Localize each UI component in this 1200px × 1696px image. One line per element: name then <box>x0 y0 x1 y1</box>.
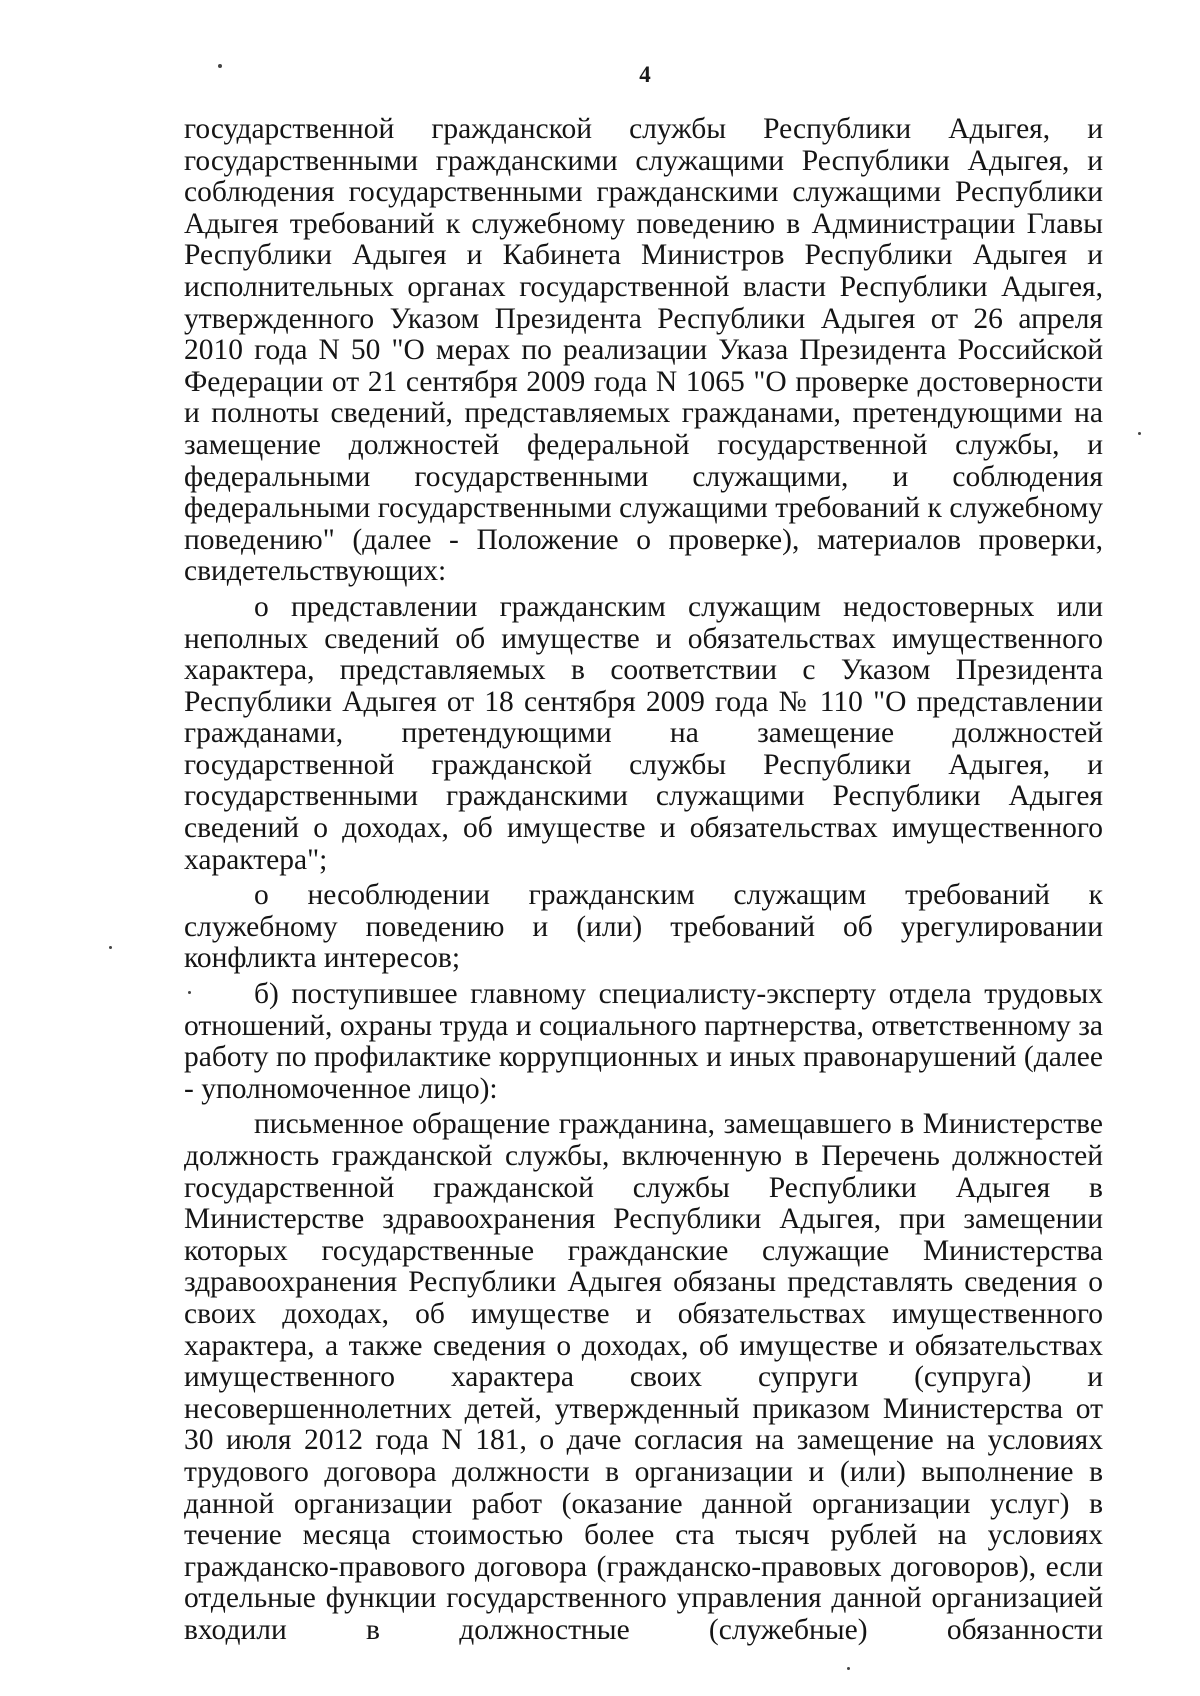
scan-speck <box>218 64 222 68</box>
paragraph-written-appeal: письменное обращение гражданина, замещавшего в Министерстве должность гражданской службы, включенную в Перечень должностей государственной гражданской службы Республики Адыгея в Министерстве здравоохранения Республики Адыгея, при замещении которых государственные гражданские служащие Министерства здравоохранения Республики Адыгея обязаны представлять сведения о своих доходах, об имуществе и обязательствах имущественного характера, а также сведения о доходах, об имуществе и обязательствах имущественного характера своих супруги (супруга) и несовершеннолетних детей, утвержденный приказом Министерства от 30 июля 2012 года N 181, о даче согласия на замещение на условиях трудового договора должности в организации и (или) выполнение в данной организации работ (оказание данной организации услуг) в течение месяца стоимостью более ста тысяч рублей на условиях гражданско-правового договора (гражданско-правовых договоров), если отдельные функции государственного управления данной организацией входили в должностные (служебные) обязанности <box>184 1108 1103 1646</box>
scan-speck <box>109 946 112 949</box>
paragraph-conduct-violation: о несоблюдении гражданским служащим требований к служебному поведению и (или) требований об урегулировании конфликта интересов; <box>184 879 1103 975</box>
paragraph-item-b: б) поступившее главному специалисту-эксперту отдела трудовых отношений, охраны труда и социального партнерства, ответственному за работу по профилактике коррупционных и иных правонарушений (далее - уполномоченное лицо): <box>184 978 1103 1105</box>
document-body <box>184 114 1103 1647</box>
page-number: 4 <box>639 62 651 87</box>
paragraph-continuation: государственной гражданской службы Республики Адыгея, и государственными гражданскими служащими Республики Адыгея, и соблюдения государственными гражданскими служащими Республики Адыгея требований к служебному поведению в Администрации Главы Республики Адыгея и Кабинета Министров Республики Адыгея и исполнительных органах государственной власти Республики Адыгея, утвержденного Указом Президента Республики Адыгея от 26 апреля 2010 года N 50 "О мерах по реализации Указа Президента Российской Федерации от 21 сентября 2009 года N 1065 "О проверке достоверности и полноты сведений, представляемых гражданами, претендующими на замещение должностей федеральной государственной службы, и федеральными государственными служащими, и соблюдения федеральными государственными служащими требований к служебному поведению" (далее - Положение о проверке), материалов проверки, свидетельствующих: <box>184 113 1103 588</box>
paragraph-inaccurate-info: о представлении гражданским служащим недостоверных или неполных сведений об имуществе и обязательствах имущественного характера, представляемых в соответствии с Указом Президента Республики Адыгея от 18 сентября 2009 года № 110 "О представлении гражданами, претендующими на замещение должностей государственной гражданской службы Республики Адыгея, и государственными гражданскими служащими Республики Адыгея сведений о доходах, об имуществе и обязательствах имущественного характера"; <box>184 590 1103 876</box>
scan-speck <box>847 1667 850 1670</box>
scan-speck <box>188 991 191 994</box>
scan-speck <box>1138 432 1141 435</box>
